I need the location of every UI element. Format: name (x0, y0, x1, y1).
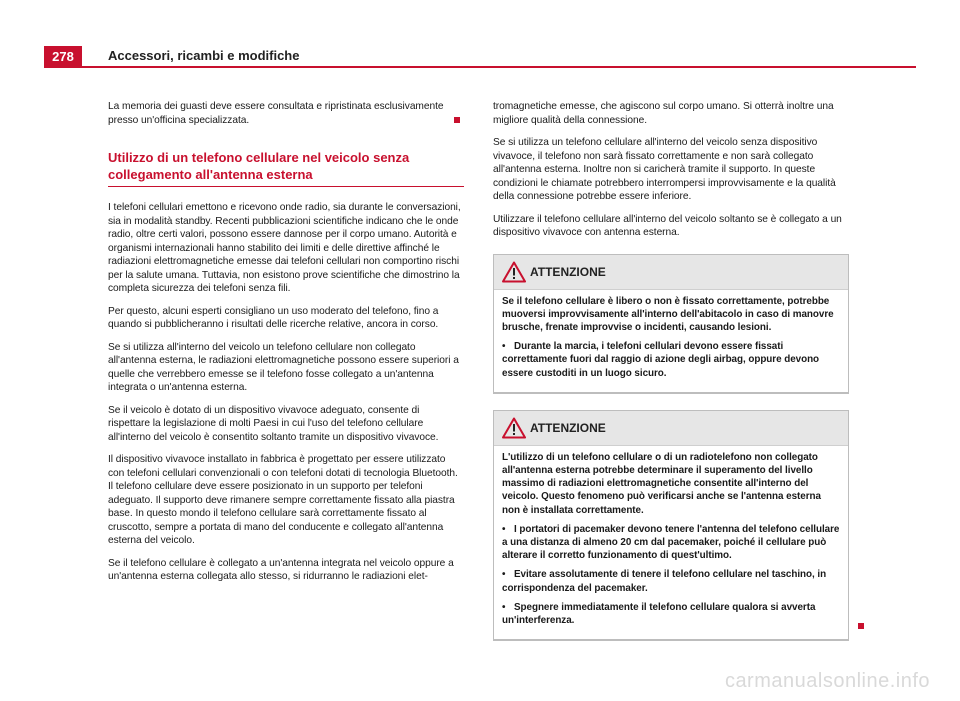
body-paragraph: Per questo, alcuni esperti consigliano un uso moderato del telefono, fino a quando si pubblicheranno i risultati delle ricerche relative, ancora in corso. (108, 305, 439, 330)
bullet-icon: • (502, 341, 506, 353)
warning-header (494, 411, 848, 446)
right-column (493, 100, 849, 657)
body-paragraph: Il dispositivo vivavoce installato in fabbrica è progettato per essere utilizzato con telefoni cellulari convenzionali o con telefoni dotati di tecnologia Bluetooth. Il telefono cellulare deve essere posizionato in un supporto per telefoni adeguato. Il supporto deve rimanere sempre correttamente fissato alla piastra base. In questo mondo il telefono cellulare sarà correttamente fissato al cruscotto, sempre a portata di mano del conducente e collegato all'antenna esterna del veicolo. (108, 454, 458, 546)
warning-body (494, 446, 848, 639)
warning-bullet-text: I portatori di pacemaker devono tenere l'antenna del telefono cellulare a una distanza di almeno 20 cm dal pacemaker, poiché il cellulare può alterare il corretto funzionamento di quest'ultimo. (502, 523, 840, 562)
body-paragraph: I telefoni cellulari emettono e ricevono onde radio, sia durante le conversazioni, sia in modalità standby. Recenti pubblicazioni scientifiche indicano che le onde radio, oltre certi valori, possono essere dannose per il corpo umano. Autorità e organismi internazionali hanno stabilito dei limiti e delle direttive affinché le radiazioni elettromagnetiche emesse dai telefoni cellulari non comportino rischi per la salute umana. Tuttavia, non esistono prove scientifiche che dimostrino la completa sicurezza dei telefoni senza fili. (108, 202, 461, 294)
warning-lead: L'utilizzo di un telefono cellulare o di un radiotelefono non collegato all'antenna esterna potrebbe determinare il superamento del livello massimo di radiazioni elettromagnetiche consentite all'interno del veicolo. Questo fenomeno può verificarsi anche se l'antenna esterna non è installata correttamente. (502, 451, 821, 516)
left-column (108, 100, 464, 593)
warning-triangle-icon (502, 261, 526, 283)
warning-bullet (502, 523, 840, 563)
body-paragraph: Se si utilizza un telefono cellulare all'interno del veicolo senza dispositivo vivavoce, il telefono non sarà fissato correttamente e non sarà collegato all'antenna esterna. Inoltre non si caricherà tramite il supporto. In queste condizioni le chiamate potrebbero interrompersi improvvisamente e la qualità della connessione potrebbe essere inferiore. (493, 137, 836, 202)
warning-bullet (502, 601, 840, 627)
section-title: Utilizzo di un telefono cellulare nel veicolo senza collegamento all'antenna esterna (108, 150, 410, 182)
body-paragraph: tromagnetiche emesse, che agiscono sul corpo umano. Si otterrà inoltre una migliore qualità della connessione. (493, 101, 834, 126)
intro-paragraph: La memoria dei guasti deve essere consultata e ripristinata esclusivamente presso un'officina specializzata. (108, 101, 444, 126)
running-title: Accessori, ricambi e modifiche (108, 48, 300, 63)
end-marker-icon (858, 623, 864, 629)
warning-bullet (502, 340, 840, 380)
watermark: carmanualsonline.info (724, 670, 930, 692)
body-paragraph: Se il telefono cellulare è collegato a un'antenna integrata nel veicolo oppure a un'antenna esterna collegata allo stesso, si ridurranno le radiazioni elet- (108, 557, 454, 582)
warning-triangle-icon (502, 417, 526, 439)
warning-bullet-text: Durante la marcia, i telefoni cellulari devono essere fissati correttamente fuori dal raggio di azione degli airbag, oppure devono essere custoditi in un luogo sicuro. (502, 341, 820, 379)
warning-box-2 (493, 410, 849, 641)
body-paragraph: Utilizzare il telefono cellulare all'interno del veicolo soltanto se è collegato a un dispositivo vivavoce con antenna esterna. (493, 213, 842, 238)
warning-lead: Se il telefono cellulare è libero o non è fissato correttamente, potrebbe muoversi improvvisamente all'interno dell'abitacolo in caso di manovre brusche, frenate improvvise o incidenti, causando lesioni. (502, 295, 834, 333)
page-number: 278 (44, 46, 82, 68)
bullet-icon: • (502, 601, 506, 613)
header-rule (44, 66, 916, 68)
warning-title: ATTENZIONE (530, 420, 606, 435)
bullet-icon: • (502, 569, 506, 581)
body-paragraph: Se si utilizza all'interno del veicolo un telefono cellulare non collegato all'antenna esterna, le radiazioni elettromagnetiche possono essere superiori a quelle che verrebbero emesse se il telefono fosse collegato a un'antenna integrata o un'antenna esterna. (108, 341, 459, 393)
warning-bullet-text: Spegnere immediatamente il telefono cellulare qualora si avverta un'interferenza. (502, 601, 816, 626)
warning-body (494, 290, 848, 392)
body-paragraph: Se il veicolo è dotato di un dispositivo vivavoce adeguato, consente di rispettare la legislazione di molti Paesi in cui l'uso del telefono cellulare all'interno del veicolo è consentito soltanto tramite un dispositivo vivavoce. (108, 404, 439, 443)
warning-bullet (502, 568, 840, 594)
end-marker-icon (454, 117, 460, 123)
section-title-rule (108, 186, 464, 187)
warning-bullet-text: Evitare assolutamente di tenere il telefono cellulare nel taschino, in corrispondenza del pacemaker. (502, 569, 827, 594)
bullet-icon: • (502, 523, 506, 535)
warning-box-1 (493, 254, 849, 394)
warning-header (494, 255, 848, 290)
warning-title: ATTENZIONE (530, 264, 606, 279)
